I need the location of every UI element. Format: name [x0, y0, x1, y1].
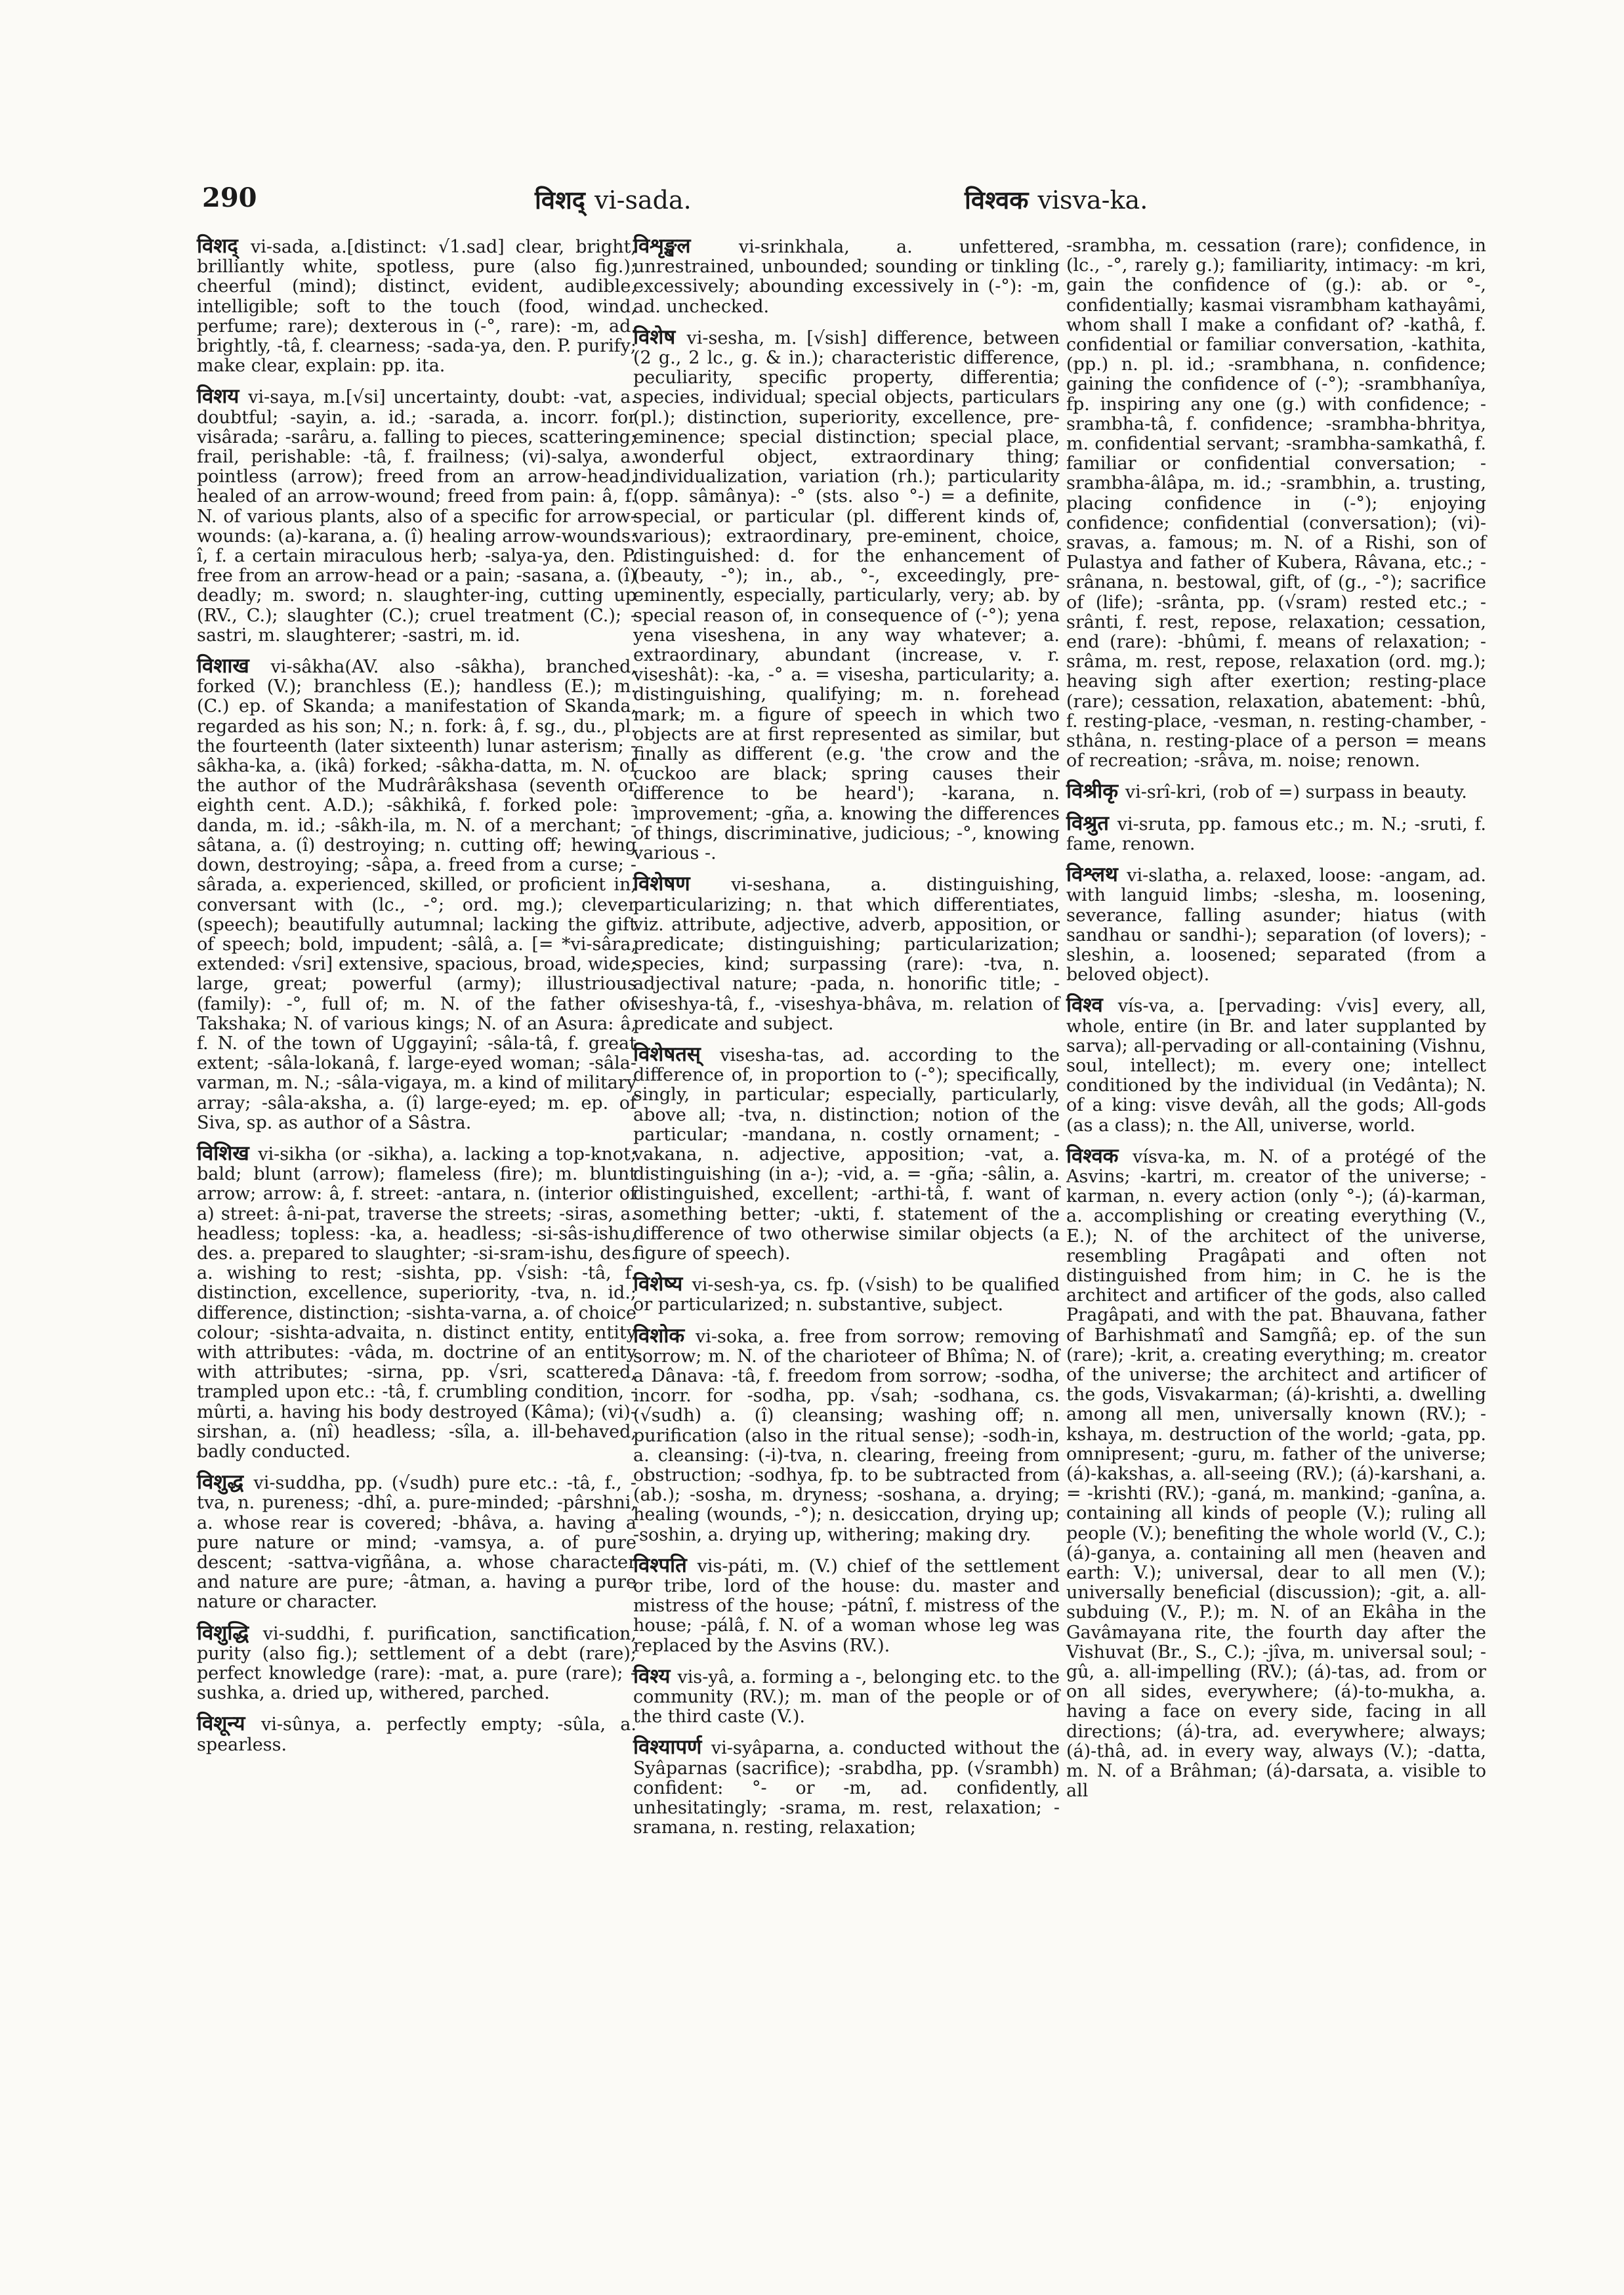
entry-text: -srambha, m. cessation (rare); confidence, in (lc., -°, rarely g.); familiarity, intimacy: -m kri, gain the confidence of (g.): ab. or °-, confidentially; kasmai visrambham kathayâmi, whom shall I make a confidant of? -kathâ, f. confidential or familiar conversation, -kathita, (pp.) n. pl. id.; -srambhana, n. confidence; gaining the confidence of (-°); -srambhanîya, fp. inspiring any one (g.) with confidence; -srambha-tâ, f. confidence; -srambha-bhritya, m. confidential servant; -srambha-samkathâ, f. familiar or confidential conversation; -srambha-âlâpa, m. id.; -srambhin, a. trusting, placing confidence in (-°); enjoying confidence; confidential (conversation); (vi)-sravas, a. famous; m. N. of a Rishi, son of Pulastya and father of Kubera, Râvana, etc.; -srânana, n. bestowal, gift, of (g., -°); sacrifice of (life); -srânta, pp. (√sram) rested etc.; -srânti, f. rest, repose, relaxation; cessation, end (rare): -bhûmi, f. means of relaxation; -srâma, m. rest, repose, relaxation (ord. mg.); heaving sigh after exertion; resting-place (rare); cessation, relaxation, abatement: -bhû, f. resting-place, -vesman, n. resting-chamber, -sthâna, n. resting-place of a person = means of recreation; -srâva, m. noise; renown. [1066, 236, 1486, 772]
dictionary-entry [197, 1472, 636, 1612]
dictionary-entry [197, 1623, 636, 1704]
dictionary-entry [633, 327, 1060, 863]
entry-text: vís-va, a. [pervading: √vis] every, all, whole, entire (in Br. and later supplanted by sarva); all-pervading or all-containing (Vishnu, soul, intellect); m. every one; intellect conditioned by the individual (in Vedânta); N. of a king: visve devâh, all the gods; All-gods (as a class); n. the All, universe, world. [1066, 996, 1486, 1136]
dictionary-entry [633, 874, 1060, 1034]
column-1 [197, 236, 636, 1766]
entry-text: vi-sûnya, a. perfectly empty; -sûla, a. spearless. [197, 1714, 636, 1755]
dictionary-entry [1066, 236, 1486, 771]
entry-text: vi-sruta, pp. famous etc.; m. N.; -sruti, f. fame, renown. [1066, 814, 1486, 854]
dictionary-entry [1066, 995, 1486, 1135]
dictionary-entry [633, 1737, 1060, 1838]
dictionary-entry [633, 1044, 1060, 1264]
entry-text: vísva-ka, m. N. of a protégé of the Asvins; -kartri, m. creator of the universe; -karman, n. every action (only °-); (á)-karman, a. accomplishing or creating everything (V., E.); N. of the architect of the universe, resembling Pragâpati and often not distinguished from him; in C. he is the architect and artificer of the gods, also called Pragâpati, and with the pat. Bhauvana, father of Barhishmatî and Samgñâ; ep. of the sun (rare); -krit, a. creating everything; m. creator of the universe; the architect and artificer of the gods, Visvakarman; (á)-krishti, a. dwelling among all men, universally known (RV.); -kshaya, m. destruction of the world; -gata, pp. omnipresent; -guru, m. father of the universe; (á)-kakshas, a. all-seeing (RV.); (á)-karshani, a. = -krishti (RV.); -ganá, m. mankind; -ganîna, a. containing all kinds of people (V.); ruling all people (V.); benefiting the whole world (V., C.); (á)-ganya, a. containing all men (heaven and earth: V.); universal, dear to all men (V.); universally beneficial (discussion); -git, a. all-subduing (V., P.); m. N. of an Ekâha in the Gavâmayana rite, the fourth day after the Vishuvat (Br., S., C.); -jîva, m. universal soul; -gû, a. all-impelling (RV.); (á)-tas, ad. from or on all sides, everywhere; (á)-to-mukha, a. having a face on every side, facing in all directions; (á)-tra, ad. everywhere; always; (á)-thâ, ad. in every way, always (V.); -datta, m. N. of a Brâhman; (á)-darsata, a. visible to all [1066, 1146, 1486, 1802]
dictionary-entry [1066, 1146, 1486, 1802]
entry-text: vi-sesha, m. [√sish] difference, between (2 g., 2 lc., g. & in.); characteristic difference, peculiarity, specific property, differentia; species, individual; special objects, particulars (pl.); distinction, superiority, excellence, pre-eminence; special distinction; special place, wonderful object, extraordinary thing; individualization, variation (rh.); particularity (opp. sâmânya): -° (sts. also °-) = a definite, special, or particular (pl. different kinds of, various); extraordinary, pre-eminent, choice, distinguished: d. for the enhancement of (beauty, -°); in., ab., °-, exceedingly, pre-eminently, especially, particularly, very; ab. by special reason of, in consequence of (-°); yena yena viseshena, in any way whatever; a. extraordinary, abundant (increase, v. r. viseshât): -ka, -° a. = visesha, particularity; a. distinguishing, qualifying; m. n. forehead mark; m. a figure of speech in which two objects are at first represented as similar, but finally as different (e.g. 'the crow and the cuckoo are black; spring causes their difference to be heard'); -karana, n. improvement; -gña, a. knowing the differences of things, discriminative, judicious; -°, knowing various -. [633, 327, 1060, 864]
entry-text: vi-srî-kri, (rob of =) surpass in beauty. [1125, 782, 1467, 803]
entry-text: vi-saya, m.[√si] uncertainty, doubt: -vat, a. doubtful; -sayin, a. id.; -sarada, a. incorr. for visârada; -sarâru, a. falling to pieces, scattering; frail, perishable: -tâ, f. frailness; (vi)-salya, a. pointless (arrow); freed from an arrow-head, healed of an arrow-wound; freed from pain: â, f. N. of various plants, also of a specific for arrow-wounds: (a)-karana, a. (î) healing arrow-wounds: î, f. a certain miraculous herb; -salya-ya, den. P. free from an arrow-head or a pain; -sasana, a. (î) deadly; m. sword; n. slaughter-ing, cutting up (RV., C.); slaughter (C.); cruel treatment (C.); -sastri, m. slaughterer; -sastri, m. id. [197, 387, 636, 646]
entry-headword-devanagari: विशेषण [633, 872, 732, 896]
entry-headword-devanagari: विशय [197, 384, 249, 409]
entry-headword-devanagari: विशेष [633, 325, 687, 349]
right-headword-devanagari: विश्वक [965, 185, 1029, 215]
entry-headword-devanagari: विश्पति [633, 1553, 697, 1577]
entry-headword-devanagari: विशुद्ध [197, 1470, 254, 1495]
entry-headword-devanagari: विशून्य [197, 1712, 261, 1736]
dictionary-entry [1066, 781, 1486, 802]
right-headword-transliteration: visva-ka. [1037, 186, 1148, 215]
entry-text: vi-soka, a. free from sorrow; removing sorrow; m. N. of the charioteer of Bhîma; N. of a Dânava: -tâ, f. freedom from sorrow; -sodha, incorr. for -sodha, pp. √sah; -sodhana, cs. (√sudh) a. (î) cleansing; washing off; n. purification (also in the ritual sense); -sodh-in, a. cleansing: (-i)-tva, n. clearing, freeing from obstruction; -sodhya, fp. to be subtracted from (ab.); -sosha, m. dryness; -soshana, a. drying; healing (wounds, -°); n. desiccation, drying up; -soshin, a. drying up, withering; making dry. [633, 1326, 1060, 1545]
dictionary-entry [633, 1553, 1060, 1656]
entry-text: vi-syâparna, a. conducted without the Syâparnas (sacrifice); -srabdha, pp. (√srambh) confident: °- or -m, ad. confidently, unhesitatingly; -srama, m. rest, relaxation; -sramana, n. resting, relaxation; [633, 1738, 1060, 1838]
entry-headword-devanagari: विश्रीकृ [1066, 779, 1125, 804]
dictionary-entry [197, 386, 636, 646]
dictionary-entry [633, 1274, 1060, 1315]
column-3 [1066, 236, 1486, 1811]
running-header [0, 182, 1624, 215]
left-headword-devanagari: विशद् [535, 185, 585, 215]
entry-text: vis-yâ, a. forming a -, belonging etc. to the community (RV.); m. man of the people or of the third caste (V.). [633, 1666, 1060, 1727]
entry-text: visesha-tas, ad. according to the difference of, in proportion to (-°); specifically, singly, in particular; especially, particularly, above all; -tva, n. distinction; notion of the particular; -mandana, n. costly ornament; -vakana, n. adjective, apposition; -vat, a. distinguishing (in a-); -vid, a. = -gña; -sâlin, a. distinguished, excellent; -arthi-tâ, f. want of something better; -ukti, f. statement of the difference of two otherwise similar objects (a figure of speech). [633, 1044, 1060, 1264]
entry-text: vi-sikha (or -sikha), a. lacking a top-knot; bald; blunt (arrow); flameless (fire); m. blunt arrow; arrow: â, f. street: -antara, n. (interior of a) street: â-ni-pat, traverse the streets; -siras, a. headless; topless: -ka, a. headless; -si-sâs-ishu, des. a. prepared to slaughter; -si-sram-ishu, des. a. wishing to rest; -sishta, pp. √sish: -tâ, f. distinction, excellence, superiority, -tva, n. id.; difference, distinction; -sishta-varna, a. of choice colour; -sishta-advaita, n. distinct entity, entity with attributes: -vâda, m. doctrine of an entity with attributes; -sirna, pp. √sri, scattered, trampled upon etc.: -tâ, f. crumbling condition, -mûrti, a. having his body destroyed (Kâma); (vi)-sirshan, a. (nî) headless; -sîla, a. ill-behaved, badly conducted. [197, 1144, 636, 1462]
entry-headword-devanagari: विशिख [197, 1141, 259, 1165]
entry-headword-devanagari: विश्व [1066, 993, 1118, 1018]
dictionary-entry [197, 656, 636, 1133]
page-number: 290 [202, 182, 257, 213]
column-2 [633, 236, 1060, 1848]
entry-text: vi-seshana, a. distinguishing, particularizing; n. that which differentiates, viz. attribute, adjective, adverb, apposition, or predicate; distinguishing; particularization; species, kind; surpassing (rare): -tva, n. adjectival nature; -pada, n. honorific title; -viseshya-tâ, f., -viseshya-bhâva, m. relation of predicate and subject. [633, 875, 1060, 1034]
dictionary-entry [1066, 811, 1486, 854]
left-headword-transliteration: vi-sada. [594, 186, 692, 215]
entry-text: vi-srinkhala, a. unfettered, unrestrained, unbounded; sounding or tinkling excessively; abounding excessively in (-°): -m, ad. unchecked. [633, 237, 1060, 317]
entry-headword-devanagari: विशाख [197, 654, 271, 678]
entry-headword-devanagari: विशृङ्खल [633, 234, 739, 258]
entry-text: vi-sada, a.[distinct: √1.sad] clear, bright, brilliantly white, spotless, pure (also fig.); cheerful (mind); distinct, evident, audible, intelligible; soft to the touch (food, wind, perfume; rare); dexterous in (-°, rare): -m, ad. brightly, -tâ, f. clearness; -sada-ya, den. P. purify; make clear, explain: pp. ita. [197, 237, 636, 377]
entry-headword-devanagari: विश्वक [1066, 1144, 1133, 1168]
dictionary-entry [197, 1141, 636, 1462]
entry-headword-devanagari: विशद् [197, 234, 251, 258]
entry-headword-devanagari: विशोक [633, 1323, 696, 1348]
dictionary-entry [633, 236, 1060, 317]
dictionary-entry [633, 1666, 1060, 1727]
entry-headword-devanagari: विश्यापर्ण [633, 1735, 711, 1760]
right-running-headword [965, 182, 1148, 217]
entry-headword-devanagari: विश्य [633, 1664, 678, 1688]
entry-headword-devanagari: विशुद्धि [197, 1621, 263, 1645]
entry-text: vi-suddhi, f. purification, sanctification, purity (also fig.); settlement of a debt (rare); perfect knowledge (rare): -mat, a. pure (rare); -sushka, a. dried up, withered, parched. [197, 1623, 636, 1704]
dictionary-entry [197, 1714, 636, 1754]
entry-text: vi-suddha, pp. (√sudh) pure etc.: -tâ, f., -tva, n. pureness; -dhî, a. pure-minded; -pârshni, a. whose rear is covered; -bhâva, a. having a pure nature or mind; -vamsya, a. of pure descent; -sattva-vigñâna, a. whose character and nature are pure; -âtman, a. having a pure nature or character. [197, 1473, 636, 1613]
entry-text: vi-sesh-ya, cs. fp. (√sish) to be qualified or particularized; n. substantive, subject. [633, 1275, 1060, 1315]
left-running-headword [535, 182, 692, 217]
entry-text: vi-sâkha(AV. also -sâkha), branched, forked (V.); branchless (E.); handless (E.); m. (C.) ep. of Skanda; a manifestation of Skanda, regarded as his son; N.; n. fork: â, f. sg., du., pl. the fourteenth (later sixteenth) lunar asterism; -sâkha-ka, a. (ikâ) forked; -sâkha-datta, m. N. of the author of the Mudrârâkshasa (seventh or eighth cent. A.D.); -sâkhikâ, f. forked pole: -danda, m. id.; -sâkh-ila, m. N. of a merchant; -sâtana, a. (î) destroying; n. cutting off; hewing down, destroying; -sâpa, a. freed from a curse; -sârada, a. experienced, skilled, or proficient in, conversant with (lc., -°; ord. mg.); clever (speech); beautifully autumnal; lacking the gift of speech; bold, impudent; -sâlâ, a. [= *vi-sâra, extended: √sri] extensive, spacious, broad, wide; large, great; powerful (army); illustrious (family): -°, full of; m. N. of the father of Takshaka; N. of various kings; N. of an Asura: â, f. N. of the town of Uggayinî; -sâla-tâ, f. great extent; -sâla-lokanâ, f. large-eyed woman; -sâla-varman, m. N.; -sâla-vigaya, m. a kind of military array; -sâla-aksha, a. (î) large-eyed; m. ep. of Siva, sp. as author of a Sâstra. [197, 657, 636, 1133]
entry-headword-devanagari: विश्रुत [1066, 811, 1117, 835]
dictionary-entry [1066, 865, 1486, 985]
entry-text: vi-slatha, a. relaxed, loose: -angam, ad. with languid limbs; -slesha, m. loosening, severance, falling asunder; hiatus (with sandhau or sandhi-); separation (of lovers); -sleshin, a. loosened; separated (from a beloved object). [1066, 865, 1486, 985]
entry-headword-devanagari: विश्लथ [1066, 863, 1127, 887]
entry-headword-devanagari: विशेषतस् [633, 1042, 720, 1066]
dictionary-entry [197, 236, 636, 376]
entry-headword-devanagari: विशेष्य [633, 1272, 692, 1296]
entry-text: vis-páti, m. (V.) chief of the settlement or tribe, lord of the house: du. master and mistress of the house; -pátnî, f. mistress of the house; -pálâ, f. N. of a woman whose leg was replaced by the Asvins (RV.). [633, 1556, 1060, 1656]
dictionary-entry [633, 1323, 1060, 1545]
